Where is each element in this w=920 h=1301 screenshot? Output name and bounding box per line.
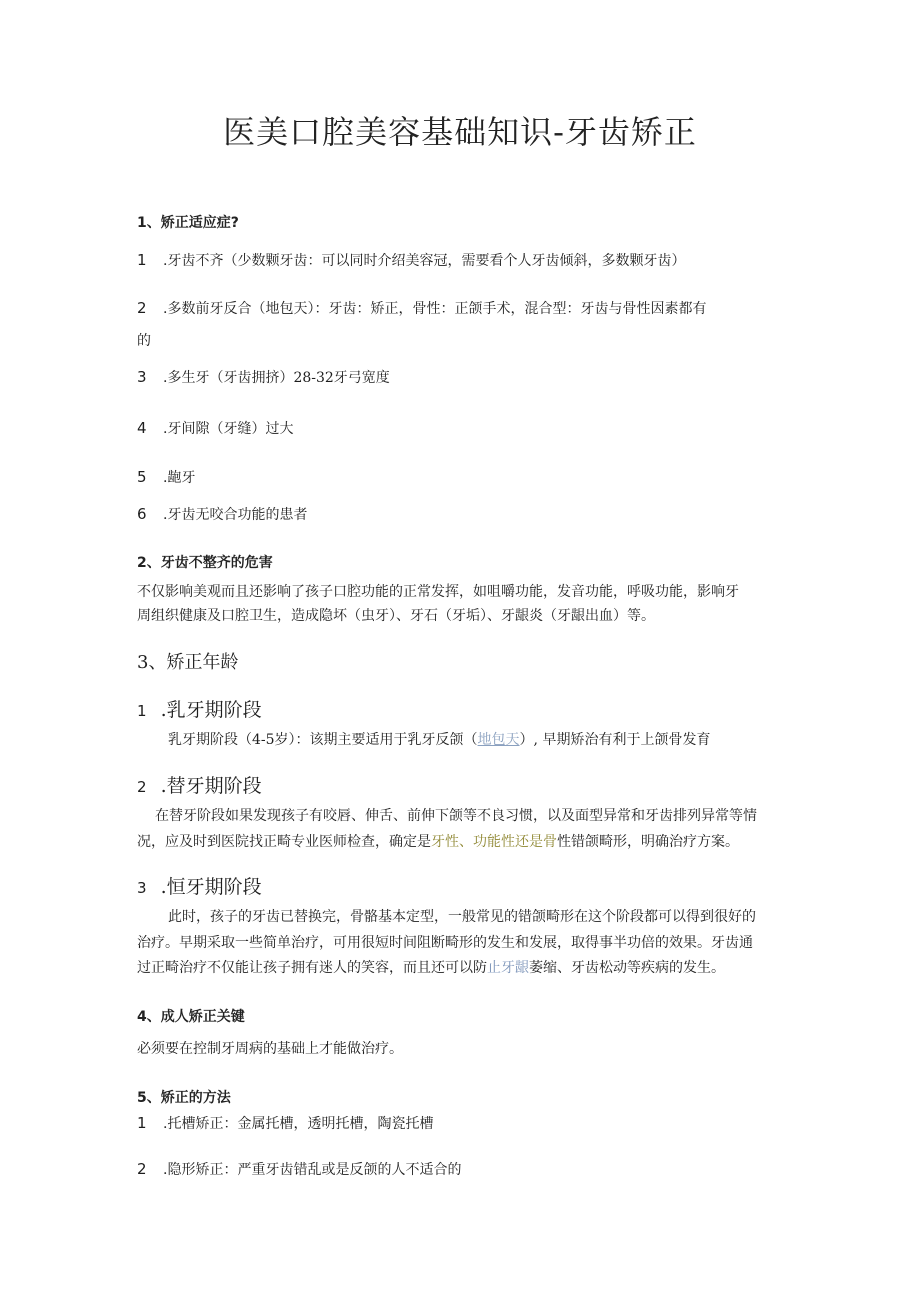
subsection-number: 3 xyxy=(137,879,147,897)
section-2-heading: 2、牙齿不整齐的危害 xyxy=(137,555,273,571)
list-item-number: 1 xyxy=(137,251,147,269)
subsection-title xyxy=(137,699,262,722)
highlighted-text: 牙性、功能性还是骨 xyxy=(431,834,557,850)
paragraph-line: 在替牙阶段如果发现孩子有咬唇、伸舌、前伸下颌等不良习惯，以及面型异常和牙齿排列异常等情 xyxy=(155,808,757,824)
list-item-number: 5 xyxy=(137,468,147,486)
subsection-title xyxy=(137,876,262,899)
list-item-text: .多生牙（牙齿拥挤）28-32牙弓宽度 xyxy=(163,370,390,386)
subsection-label: .乳牙期阶段 xyxy=(160,699,262,721)
list-item xyxy=(137,419,293,438)
section-3-heading: 3、矫正年龄 xyxy=(137,652,239,673)
list-item-text: .牙齿无咬合功能的患者 xyxy=(163,507,308,523)
list-item xyxy=(137,1114,433,1133)
list-item-text: .牙齿不齐（少数颗牙齿：可以同时介绍美容冠，需要看个人牙齿倾斜，多数颗牙齿） xyxy=(163,253,686,269)
paragraph-line: 治疗。早期采取一些简单治疗，可用很短时间阻断畸形的发生和发展，取得事半功倍的效果。牙齿通 xyxy=(137,935,753,951)
list-item-number: 2 xyxy=(137,299,147,317)
link-text[interactable]: 地包天 xyxy=(477,732,520,748)
list-item-number: 1 xyxy=(137,1114,147,1132)
list-item xyxy=(137,299,706,318)
text-run: 况，应及时到医院找正畸专业医师检查，确定是 xyxy=(137,834,431,850)
list-item-number: 3 xyxy=(137,368,147,386)
list-item xyxy=(137,505,307,524)
paragraph-line: 不仅影响美观而且还影响了孩子口腔功能的正常发挥，如咀嚼功能，发音功能，呼吸功能，影响牙 xyxy=(137,584,739,600)
list-item-number: 6 xyxy=(137,505,147,523)
section-1-heading: 1、矫正适应症? xyxy=(137,215,239,231)
text-run: 萎缩、牙齿松动等疾病的发生。 xyxy=(529,960,725,976)
list-item-text: .托槽矫正：金属托槽，透明托槽，陶瓷托槽 xyxy=(163,1116,434,1132)
list-item-text: .龅牙 xyxy=(163,470,196,486)
paragraph-line: 周组织健康及口腔卫生，造成隐坏（虫牙）、牙石（牙垢）、牙龈炎（牙龈出血）等。 xyxy=(137,608,655,624)
subsection-number: 2 xyxy=(137,778,147,796)
list-item-number: 4 xyxy=(137,419,147,437)
document-title: 医美口腔美容基础知识-牙齿矫正 xyxy=(223,113,697,151)
text-run: 乳牙期阶段（4-5岁）：该期主要适用于乳牙反颌（ xyxy=(168,732,478,748)
list-item-continuation: 的 xyxy=(137,333,151,349)
list-item xyxy=(137,1160,461,1179)
list-item-text: .隐形矫正：严重牙齿错乱或是反颌的人不适合的 xyxy=(163,1162,462,1178)
list-item xyxy=(137,468,195,487)
list-item xyxy=(137,251,685,270)
list-item-number: 2 xyxy=(137,1160,147,1178)
subsection-label: .替牙期阶段 xyxy=(160,775,262,797)
subsection-number: 1 xyxy=(137,702,147,720)
list-item xyxy=(137,368,390,387)
paragraph-line xyxy=(137,834,739,851)
paragraph-line xyxy=(137,960,725,977)
paragraph-line: 此时，孩子的牙齿已替换完，骨骼基本定型，一般常见的错颌畸形在这个阶段都可以得到很好的 xyxy=(168,909,756,925)
text-run: 过正畸治疗不仅能让孩子拥有迷人的笑容，而且还可以防 xyxy=(137,960,487,976)
text-run: 性错颌畸形，明确治疗方案。 xyxy=(557,834,739,850)
list-item-text: .多数前牙反合（地包天）：牙齿：矫正，骨性：正颌手术，混合型：牙齿与骨性因素都有 xyxy=(163,301,707,317)
text-run: ）, 早期矫治有利于上颌骨发育 xyxy=(519,732,711,748)
subsection-label: .恒牙期阶段 xyxy=(160,876,262,898)
paragraph-line xyxy=(168,732,710,749)
highlighted-text: 止牙龈 xyxy=(487,960,529,976)
section-4-heading: 4、成人矫正关键 xyxy=(137,1009,245,1025)
list-item-text: .牙间隙（牙缝）过大 xyxy=(163,421,294,437)
paragraph-line: 必须要在控制牙周病的基础上才能做治疗。 xyxy=(137,1041,403,1057)
section-5-heading: 5、矫正的方法 xyxy=(137,1090,231,1106)
subsection-title xyxy=(137,775,262,798)
